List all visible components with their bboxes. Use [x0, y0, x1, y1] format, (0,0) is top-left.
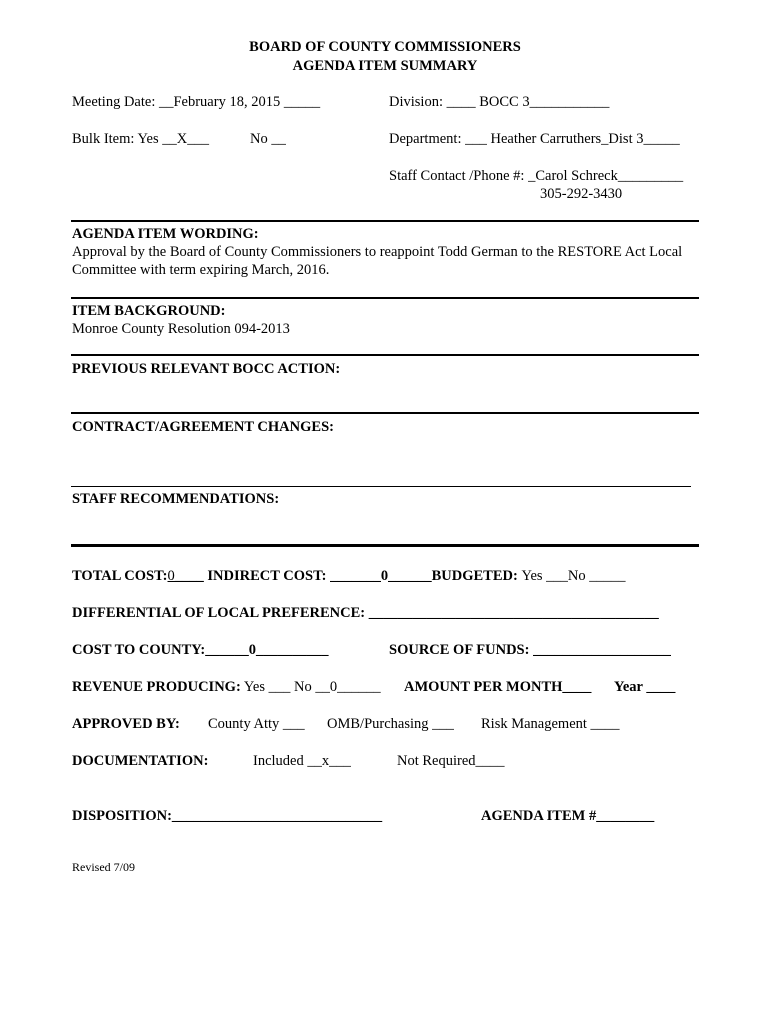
- total-cost-row: [72, 567, 626, 585]
- risk-management-field: Risk Management ____: [481, 716, 620, 732]
- agenda-item-number-field: AGENDA ITEM #________: [481, 808, 655, 824]
- bulk-item-no-field: No __: [250, 131, 286, 147]
- documentation-included-field: Included __x___: [253, 753, 351, 769]
- staff-recommendations-heading: STAFF RECOMMENDATIONS:: [72, 491, 280, 507]
- disposition-field: DISPOSITION:_____________________________: [72, 808, 383, 824]
- revenue-options: Yes ___ No __0______: [243, 679, 381, 695]
- staff-contact-field: Staff Contact /Phone #: _Carol Schreck_________: [389, 168, 684, 184]
- form-title-line-2: AGENDA ITEM SUMMARY: [292, 58, 478, 74]
- revised-note: Revised 7/09: [72, 860, 135, 874]
- source-of-funds-field: SOURCE OF FUNDS: ___________________: [389, 642, 671, 658]
- documentation-not-required-field: Not Required____: [397, 753, 505, 769]
- divider-background: [71, 297, 699, 299]
- approved-by-label: APPROVED BY:: [72, 716, 180, 732]
- department-field: Department: ___ Heather Carruthers_Dist 3_____: [389, 131, 680, 147]
- item-background-text: Monroe County Resolution 094-2013: [72, 321, 290, 337]
- amount-per-month-field: AMOUNT PER MONTH____: [404, 679, 592, 695]
- previous-action-heading: PREVIOUS RELEVANT BOCC ACTION:: [72, 361, 341, 377]
- omb-purchasing-field: OMB/Purchasing ___: [327, 716, 454, 732]
- divider-staff-rec: [71, 486, 691, 487]
- division-field: Division: ____ BOCC 3___________: [389, 94, 610, 110]
- agenda-wording-heading: AGENDA ITEM WORDING:: [72, 226, 259, 242]
- county-atty-field: County Atty ___: [208, 716, 305, 732]
- budgeted-options: Yes ___No _____: [521, 568, 626, 584]
- year-field: Year ____: [614, 679, 676, 695]
- differential-local-preference-field: DIFFERENTIAL OF LOCAL PREFERENCE: ________________________________________: [72, 605, 659, 621]
- staff-phone-field: 305-292-3430: [540, 186, 623, 202]
- revenue-producing-label: REVENUE PRODUCING:: [72, 679, 241, 695]
- divider-costs: [71, 544, 699, 547]
- divider-contract: [71, 412, 699, 414]
- form-title-line-1: BOARD OF COUNTY COMMISSIONERS: [249, 39, 521, 55]
- revenue-row: [72, 678, 381, 696]
- agenda-wording-text: Approval by the Board of County Commissioners to reappoint Todd German to the RESTORE Act Local Committee with term expiring March, 2016.: [72, 244, 683, 278]
- divider-wording: [71, 220, 699, 222]
- divider-previous: [71, 354, 699, 356]
- cost-to-county-field: COST TO COUNTY:______0__________: [72, 642, 329, 658]
- documentation-label: DOCUMENTATION:: [72, 753, 209, 769]
- bulk-item-yes-field: Bulk Item: Yes __X___: [72, 131, 209, 147]
- indirect-cost-field: INDIRECT COST: _______0______BUDGETED:: [207, 568, 518, 584]
- contract-changes-heading: CONTRACT/AGREEMENT CHANGES:: [72, 419, 334, 435]
- meeting-date-field: Meeting Date: __February 18, 2015 _____: [72, 94, 321, 110]
- item-background-heading: ITEM BACKGROUND:: [72, 303, 226, 319]
- total-cost-value: 0____: [167, 568, 204, 584]
- total-cost-label: TOTAL COST:: [72, 568, 168, 584]
